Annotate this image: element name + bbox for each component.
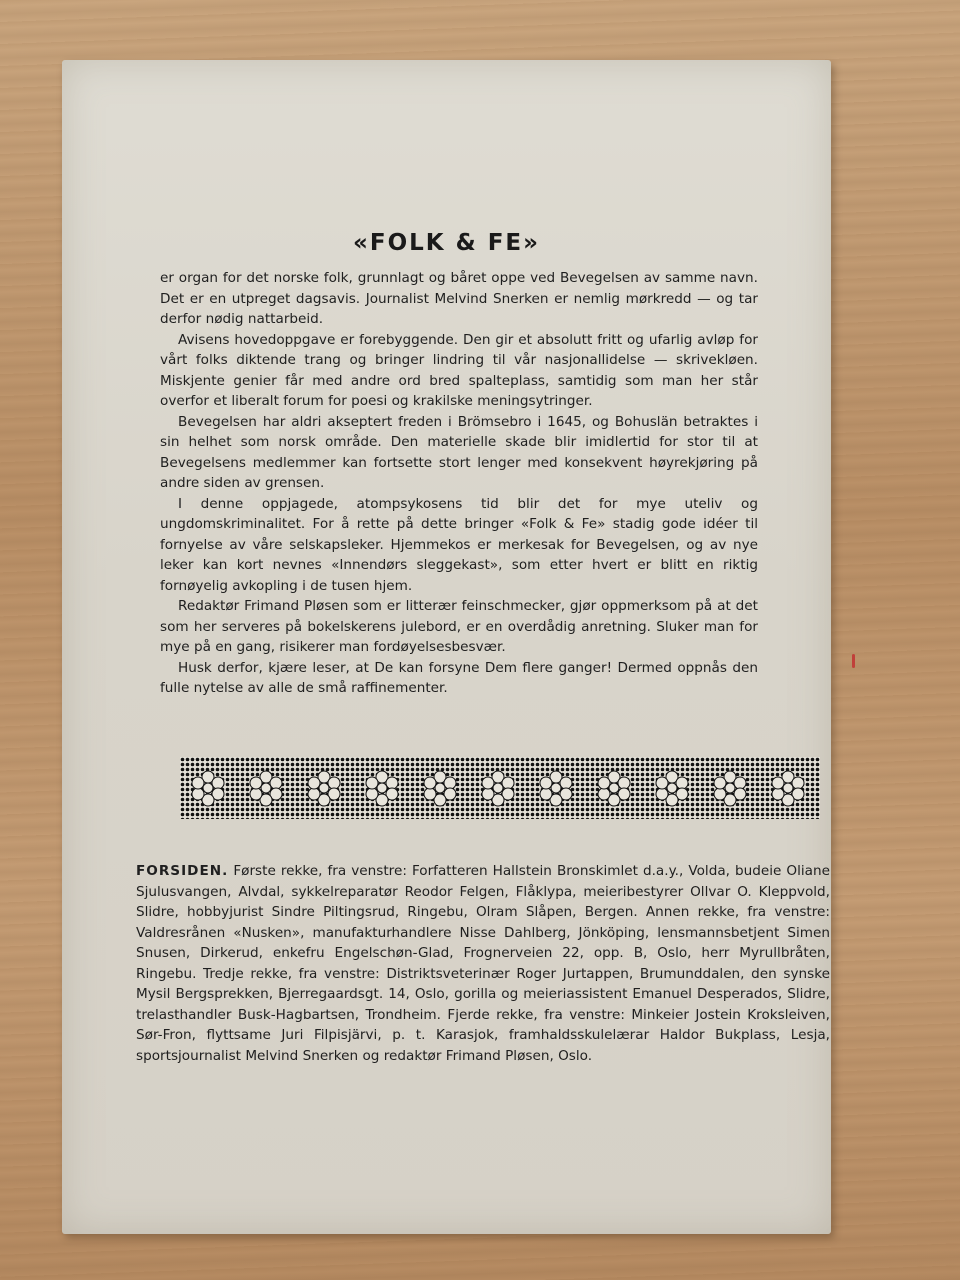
front-cover-caption (136, 861, 830, 1066)
decorative-ornament-band (180, 757, 820, 819)
paragraph-2: Avisens hovedoppgave er forebyggende. Den gir et absolutt fritt og ufarlig avløp for vårt folks diktende trang og bringer lindring til vår nasjonallidelse — skrivekløen. Miskjente genier får med andre ord bred spalteplass, samtidig som man her står overfor et liberalt forum for poesi og krakilske meningsytringer. (160, 331, 758, 409)
book-back-cover (62, 60, 831, 1234)
paragraph-5: Redaktør Frimand Pløsen som er litterær feinschmecker, gjør oppmerksom på at det som her serveres på bokelskerens julebord, er en overdådig anretning. Sluker man for mye på en gang, risikerer man fordøyelsesbesvær. (160, 598, 758, 655)
cover-title: «FOLK & FE» (353, 230, 540, 256)
red-ink-mark (852, 654, 855, 668)
intro-text (160, 268, 758, 699)
caption-lead: FORSIDEN. (136, 863, 229, 879)
caption-body: Første rekke, fra venstre: Forfatteren Hallstein Bronskimlet d.a.y., Volda, budeie Oliane Sjulusvangen, Alvdal, sykkelreparatør Reodor Felgen, Flåklypa, meieribestyrer Ollvar O. Kleppvold, Slidre, hobbyjurist Sindre Piltingsrud, Ringebu, Olram Slåpen, Bergen. Annen rekke, fra venstre: Valdresrånen «Nusken», manufakturhandlere Nisse Dahlberg, Jönköping, lensmannsbetjent Simen Snusen, Dirkerud, enkefru Engelschøn-Glad, Frognerveien 22, opp. B, Oslo, herr Myrullbråten, Ringebu. Tredje rekke, fra venstre: Distriktsveterinær Roger Jurtappen, Brumunddalen, den synske Mysil Bergsprekken, Bjerregaardsgt. 14, Oslo, gorilla og meieriassistent Emanuel Desperados, Slidre, trelasthandler Busk-Hagbartsen, Trondheim. Fjerde rekke, fra venstre: Minkeier Jostein Kroksleiven, Sør-Fron, flyttsame Juri Filpisjärvi, p. t. Karasjok, framhaldsskulelærar Haldor Bukplass, Lesja, sportsjournalist Melvind Snerken og redaktør Frimand Pløsen, Oslo. (136, 863, 830, 1064)
paragraph-3: Bevegelsen har aldri akseptert freden i Brömsebro i 1645, og Bohuslän betraktes i sin helhet som norsk område. Den materielle skade blir imidlertid for stor til at Bevegelsens medlemmer kan fortsette stort lenger med konsekvent høyrekjøring på andre siden av grensen. (160, 413, 758, 491)
paragraph-4: I denne oppjagede, atompsykosens tid blir det for mye uteliv og ungdomskriminalitet. For å rette på dette bringer «Folk & Fe» stadig gode idéer til fornyelse av våre selskapsleker. Hjemmekos er merkesak for Bevegelsen, og av nye leker kan kort nevnes «Innendørs sleggekast», som etter hvert er blitt en riktig fornøyelig avkopling i de tusen hjem. (160, 495, 758, 594)
paragraph-6: Husk derfor, kjære leser, at De kan forsyne Dem flere ganger! Dermed oppnås den fulle nytelse av alle de små raffinementer. (160, 659, 758, 696)
paragraph-1: er organ for det norske folk, grunnlagt og båret oppe ved Bevegelsen av samme navn. Det er en utpreget dagsavis. Journalist Melvind Snerken er nemlig mørkredd — og tar derfor nødig nattarbeid. (160, 270, 758, 327)
